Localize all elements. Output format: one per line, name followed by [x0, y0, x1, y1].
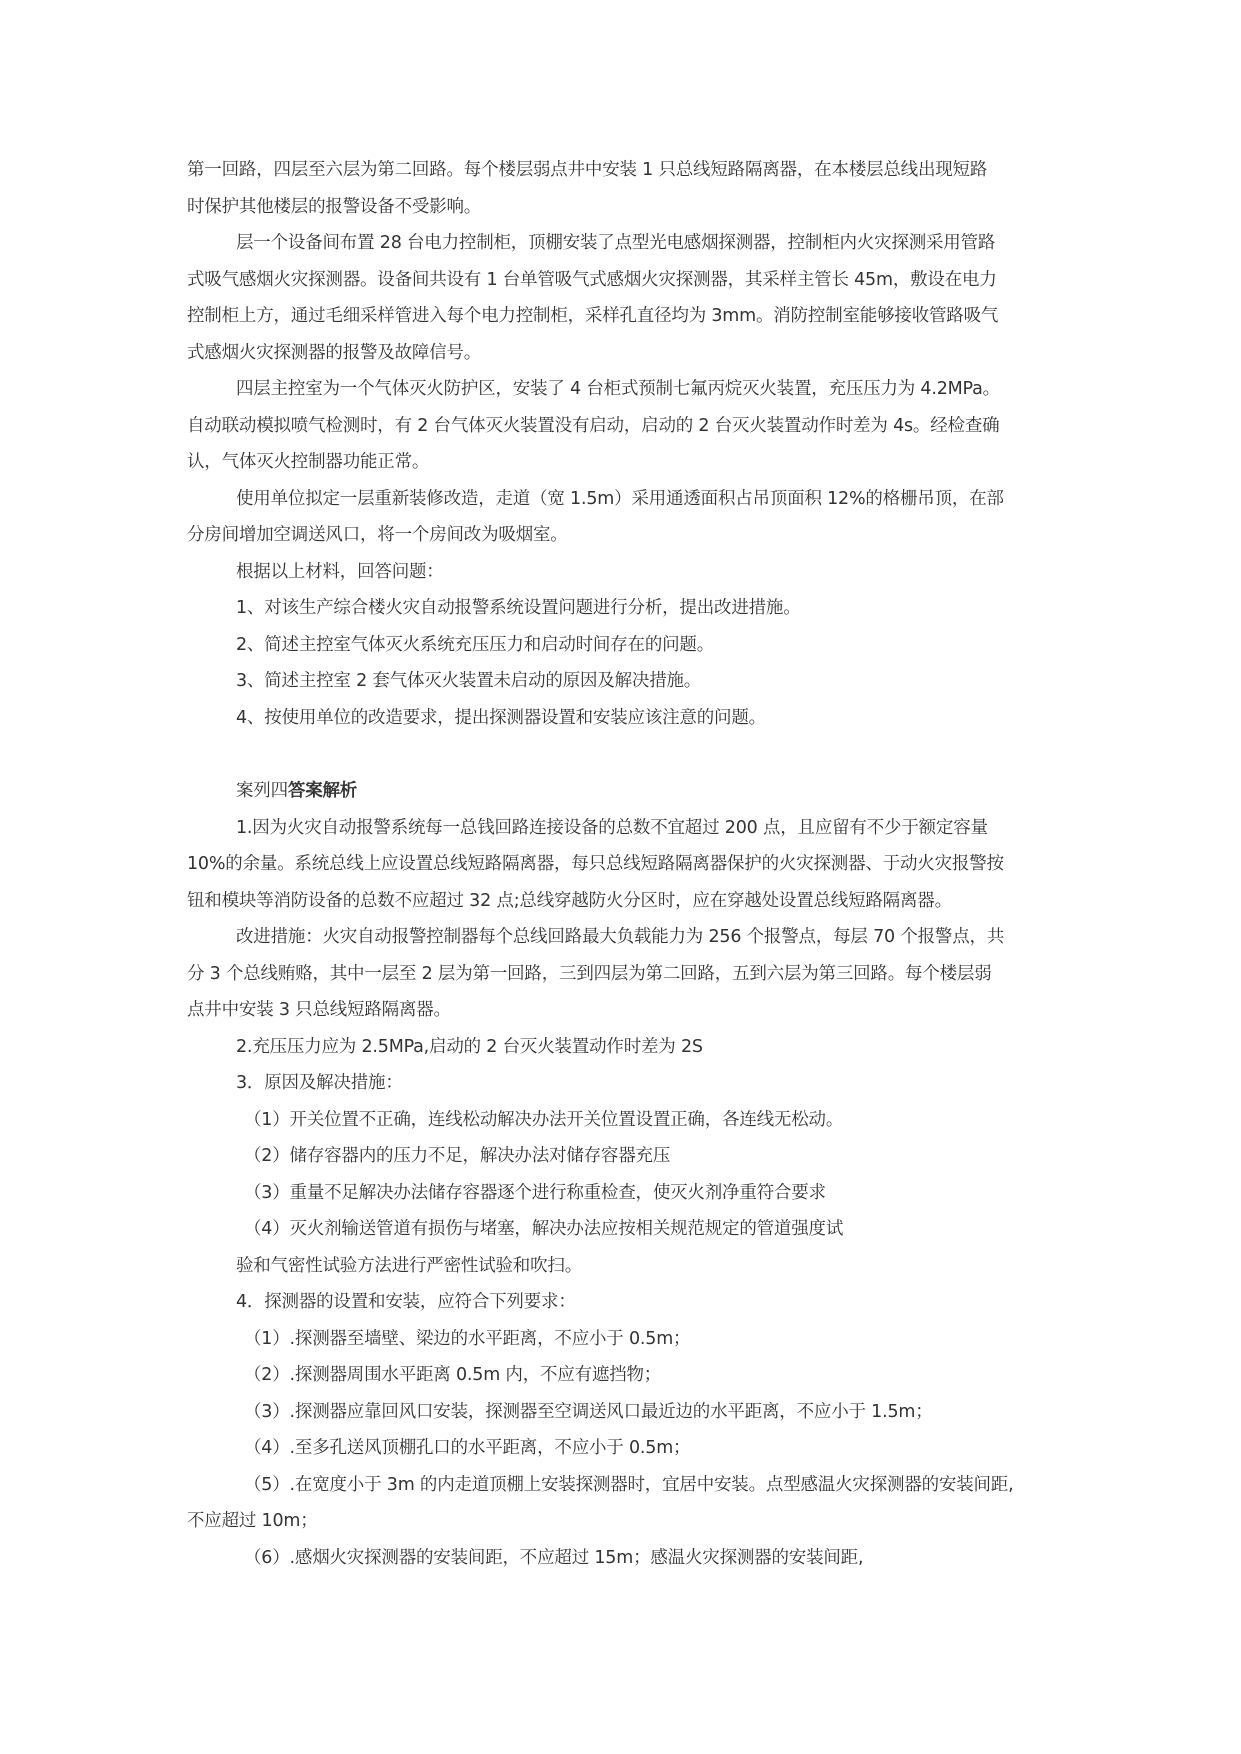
answer-subitem: （1）开关位置不正确，连线松动解决办法开关位置设置正确，各连线无松动。 [244, 1109, 844, 1130]
answer-line: 10%的余量。系统总线上应设置总线短路隔离器，每只总线短路隔离器保护的火灾探测器、于动火灾报警按 [187, 854, 1004, 874]
answer-subitem: （5）.在宽度小于 3m 的内走道顶棚上安装探测器时，宜居中安装。点型感温火灾探测器的安装间距, [244, 1474, 1014, 1495]
text-line: 分房间增加空调送风口，将一个房间改为吸烟室。 [187, 525, 568, 545]
answer-heading-bold: 答案解析 [287, 781, 358, 801]
answer-line: 分 3 个总线贿赂，其中一层至 2 层为第一回路，三到四层为第二回路，五到六层为第三回路。每个楼层弱 [187, 963, 992, 984]
text-line: 式感烟火灾探测器的报警及故障信号。 [187, 342, 482, 363]
text-line: 控制柜上方，通过毛细采样管进入每个电力控制柜，采样孔直径均为 3mm。消防控制室能够接收管路吸气 [187, 306, 999, 326]
answer-line: 验和气密性试验方法进行严密性试验和吹扫。 [236, 1255, 582, 1276]
text-line: 认，气体灭火控制器功能正常。 [187, 452, 430, 472]
section-gap [187, 736, 1057, 773]
question-item: 4、按使用单位的改造要求，提出探测器设置和安装应该注意的问题。 [236, 707, 766, 728]
answer-subitem: （1）.探测器至墙壁、梁边的水平距离，不应小于 0.5m； [244, 1328, 691, 1349]
question-item: 1、对该生产综合楼火灾自动报警系统设置问题进行分析，提出改进措施。 [236, 598, 801, 618]
answer-subitem: （4）.至多孔送风顶棚孔口的水平距离，不应小于 0.5m； [244, 1438, 691, 1458]
text-line: 式吸气感烟火灾探测器。设备间共设有 1 台单管吸气式感烟火灾探测器，其采样主管长 45m，敷设在电力 [187, 269, 997, 290]
text-line: 四层主控室为一个气体灭火防护区，安装了 4 台柜式预制七氟丙烷灭火装置，充压压力为 4.2MPa。 [236, 379, 1000, 399]
text-line: 自动联动模拟喷气检测时，有 2 台气体灭火装置没有启动，启动的 2 台灭火装置动作时差为 4s。经检查确 [187, 415, 1000, 436]
answer-line: 点井中安装 3 只总线短路隔离器。 [187, 1000, 451, 1020]
text-line: 时保护其他楼层的报警设备不受影响。 [187, 196, 482, 217]
answer-subitem: （2）储存容器内的压力不足，解决办法对储存容器充压 [244, 1146, 671, 1166]
answer-subitem: （2）.探测器周围水平距离 0.5m 内，不应有遮挡物； [244, 1365, 662, 1385]
text-line: 第一回路，四层至六层为第二回路。每个楼层弱点井中安装 1 只总线短路隔离器，在本楼层总线出现短路 [187, 160, 988, 180]
document-body [187, 152, 1057, 1576]
text-line: 层一个设备间布置 28 台电力控制柜，顶棚安装了点型光电感烟探测器，控制柜内火灾探测采用管路 [236, 233, 996, 253]
question-item: 2、简述主控室气体灭火系统充压压力和启动时间存在的问题。 [236, 634, 715, 655]
answer-subitem: （4）灭火剂输送管道有损伤与堵塞，解决办法应按相关规范规定的管道强度试 [244, 1219, 844, 1239]
question-item: 3、简述主控室 2 套气体灭火装置未启动的原因及解决措施。 [236, 671, 702, 691]
answer-heading-prefix: 案列四 [236, 781, 288, 801]
answer-line: 改进措施：火灾自动报警控制器每个总线回路最大负载能力为 256 个报警点，每层 70 个报警点，共 [236, 927, 1005, 947]
answer-subitem: （6）.感烟火灾探测器的安装间距，不应超过 15m；感温火灾探测器的安装间距, [244, 1547, 864, 1568]
answer-line: 4．探测器的设置和安装，应符合下列要求： [236, 1292, 576, 1312]
answer-line: 3．原因及解决措施： [236, 1073, 403, 1093]
answer-line: 钮和模块等消防设备的总数不应超过 32 点;总线穿越防火分区时，应在穿越处设置总线短路隔离器。 [187, 890, 952, 911]
answer-subitem: （3）重量不足解决办法储存容器逐个进行称重检查，使灭火剂净重符合要求 [244, 1182, 826, 1203]
answer-line: 不应超过 10m； [187, 1511, 318, 1531]
answer-heading [187, 773, 1057, 810]
answer-line: 2.充压压力应为 2.5MPa,启动的 2 台灭火装置动作时差为 2S [236, 1036, 703, 1057]
answer-subitem: （3）.探测器应靠回风口安装，探测器至空调送风口最近边的水平距离，不应小于 1.5m； [244, 1401, 933, 1422]
question-intro: 根据以上材料，回答问题： [236, 561, 444, 582]
text-line: 使用单位拟定一层重新装修改造，走道（宽 1.5m）采用通透面积占吊顶面积 12%的格栅吊顶，在部 [236, 488, 1004, 509]
answer-line: 1.因为火灾自动报警系统每一总钱回路连接设备的总数不宜超过 200 点，且应留有不少于额定容量 [236, 817, 988, 838]
